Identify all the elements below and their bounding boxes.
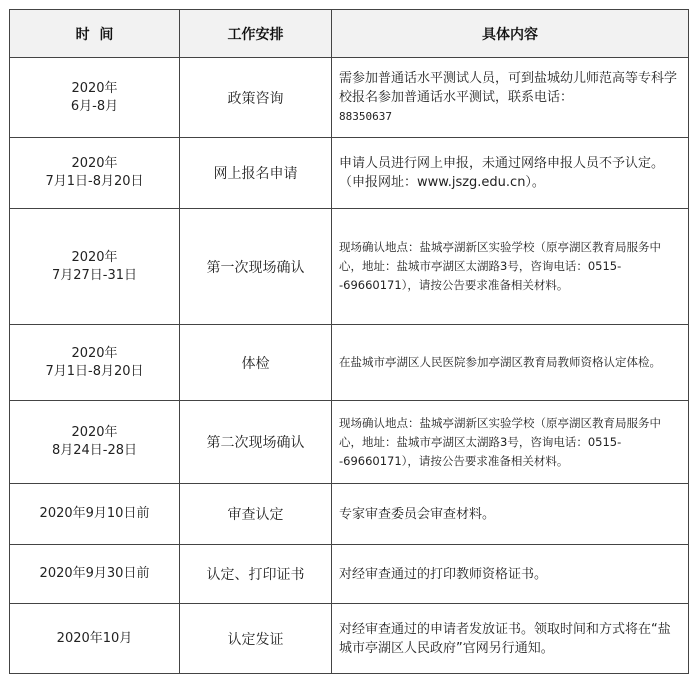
task-cell: 认定、打印证书	[180, 545, 332, 604]
header-time: 时 间	[10, 10, 180, 58]
task-cell: 第一次现场确认	[180, 209, 332, 325]
time-cell	[10, 325, 180, 401]
content-cell: 专家审查委员会审查材料。	[332, 484, 689, 545]
table-row	[10, 58, 689, 138]
time-range: 6月-8月	[70, 98, 119, 114]
time-year: 2020年	[71, 80, 118, 96]
header-content: 具体内容	[332, 10, 689, 58]
content-cell: 在盐城市亭湖区人民医院参加亭湖区教育局教师资格认定体检。	[332, 325, 689, 401]
content-cell: 对经审查通过的申请者发放证书。领取时间和方式将在“盐城市亭湖区人民政府”官网另行通知。	[332, 604, 689, 674]
time-year: 2020年	[71, 156, 118, 171]
table-row	[10, 138, 689, 209]
time-cell: 2020年10月	[10, 604, 180, 674]
table-row	[10, 484, 689, 545]
header-row	[10, 10, 689, 58]
time-year: 2020年	[71, 249, 118, 265]
table-row	[10, 325, 689, 401]
time-cell	[10, 401, 180, 484]
time-cell	[10, 138, 180, 209]
time-range: 7月1日-8月20日	[45, 174, 144, 189]
header-task: 工作安排	[180, 10, 332, 58]
task-cell: 网上报名申请	[180, 138, 332, 209]
table-row	[10, 401, 689, 484]
time-cell: 2020年9月30日前	[10, 545, 180, 604]
time-year: 2020年	[71, 345, 118, 361]
content-text: 需参加普通话水平测试人员，可到盐城幼儿师范高等专科学校报名参加普通话水平测试，联系电话：	[339, 71, 678, 105]
time-cell	[10, 209, 180, 325]
contact-phone: 88350637	[339, 110, 392, 123]
content-cell: 申请人员进行网上申报，未通过网络申报人员不予认定。（申报网址：www.jszg.edu.cn）。	[332, 138, 689, 209]
time-range: 8月24日-28日	[51, 443, 138, 458]
time-cell	[10, 58, 180, 138]
content-cell: 对经审查通过的打印教师资格证书。	[332, 545, 689, 604]
content-cell: 现场确认地点：盐城亭湖新区实验学校（原亭湖区教育局服务中心，地址：盐城市亭湖区太湖路3号，咨询电话：0515--69660171），请按公告要求准备相关材料。	[332, 401, 689, 484]
time-year: 2020年	[71, 425, 118, 440]
time-range: 7月27日-31日	[51, 267, 138, 283]
table-row	[10, 604, 689, 674]
content-cell: 现场确认地点：盐城亭湖新区实验学校（原亭湖区教育局服务中心，地址：盐城市亭湖区太湖路3号，咨询电话：0515--69660171），请按公告要求准备相关材料。	[332, 209, 689, 325]
task-cell: 政策咨询	[180, 58, 332, 138]
task-cell: 体检	[180, 325, 332, 401]
table-row	[10, 545, 689, 604]
task-cell: 认定发证	[180, 604, 332, 674]
schedule-table	[9, 9, 689, 674]
task-cell: 审查认定	[180, 484, 332, 545]
time-cell: 2020年9月10日前	[10, 484, 180, 545]
table-row	[10, 209, 689, 325]
task-cell: 第二次现场确认	[180, 401, 332, 484]
content-cell	[332, 58, 689, 138]
time-range: 7月1日-8月20日	[45, 363, 144, 379]
